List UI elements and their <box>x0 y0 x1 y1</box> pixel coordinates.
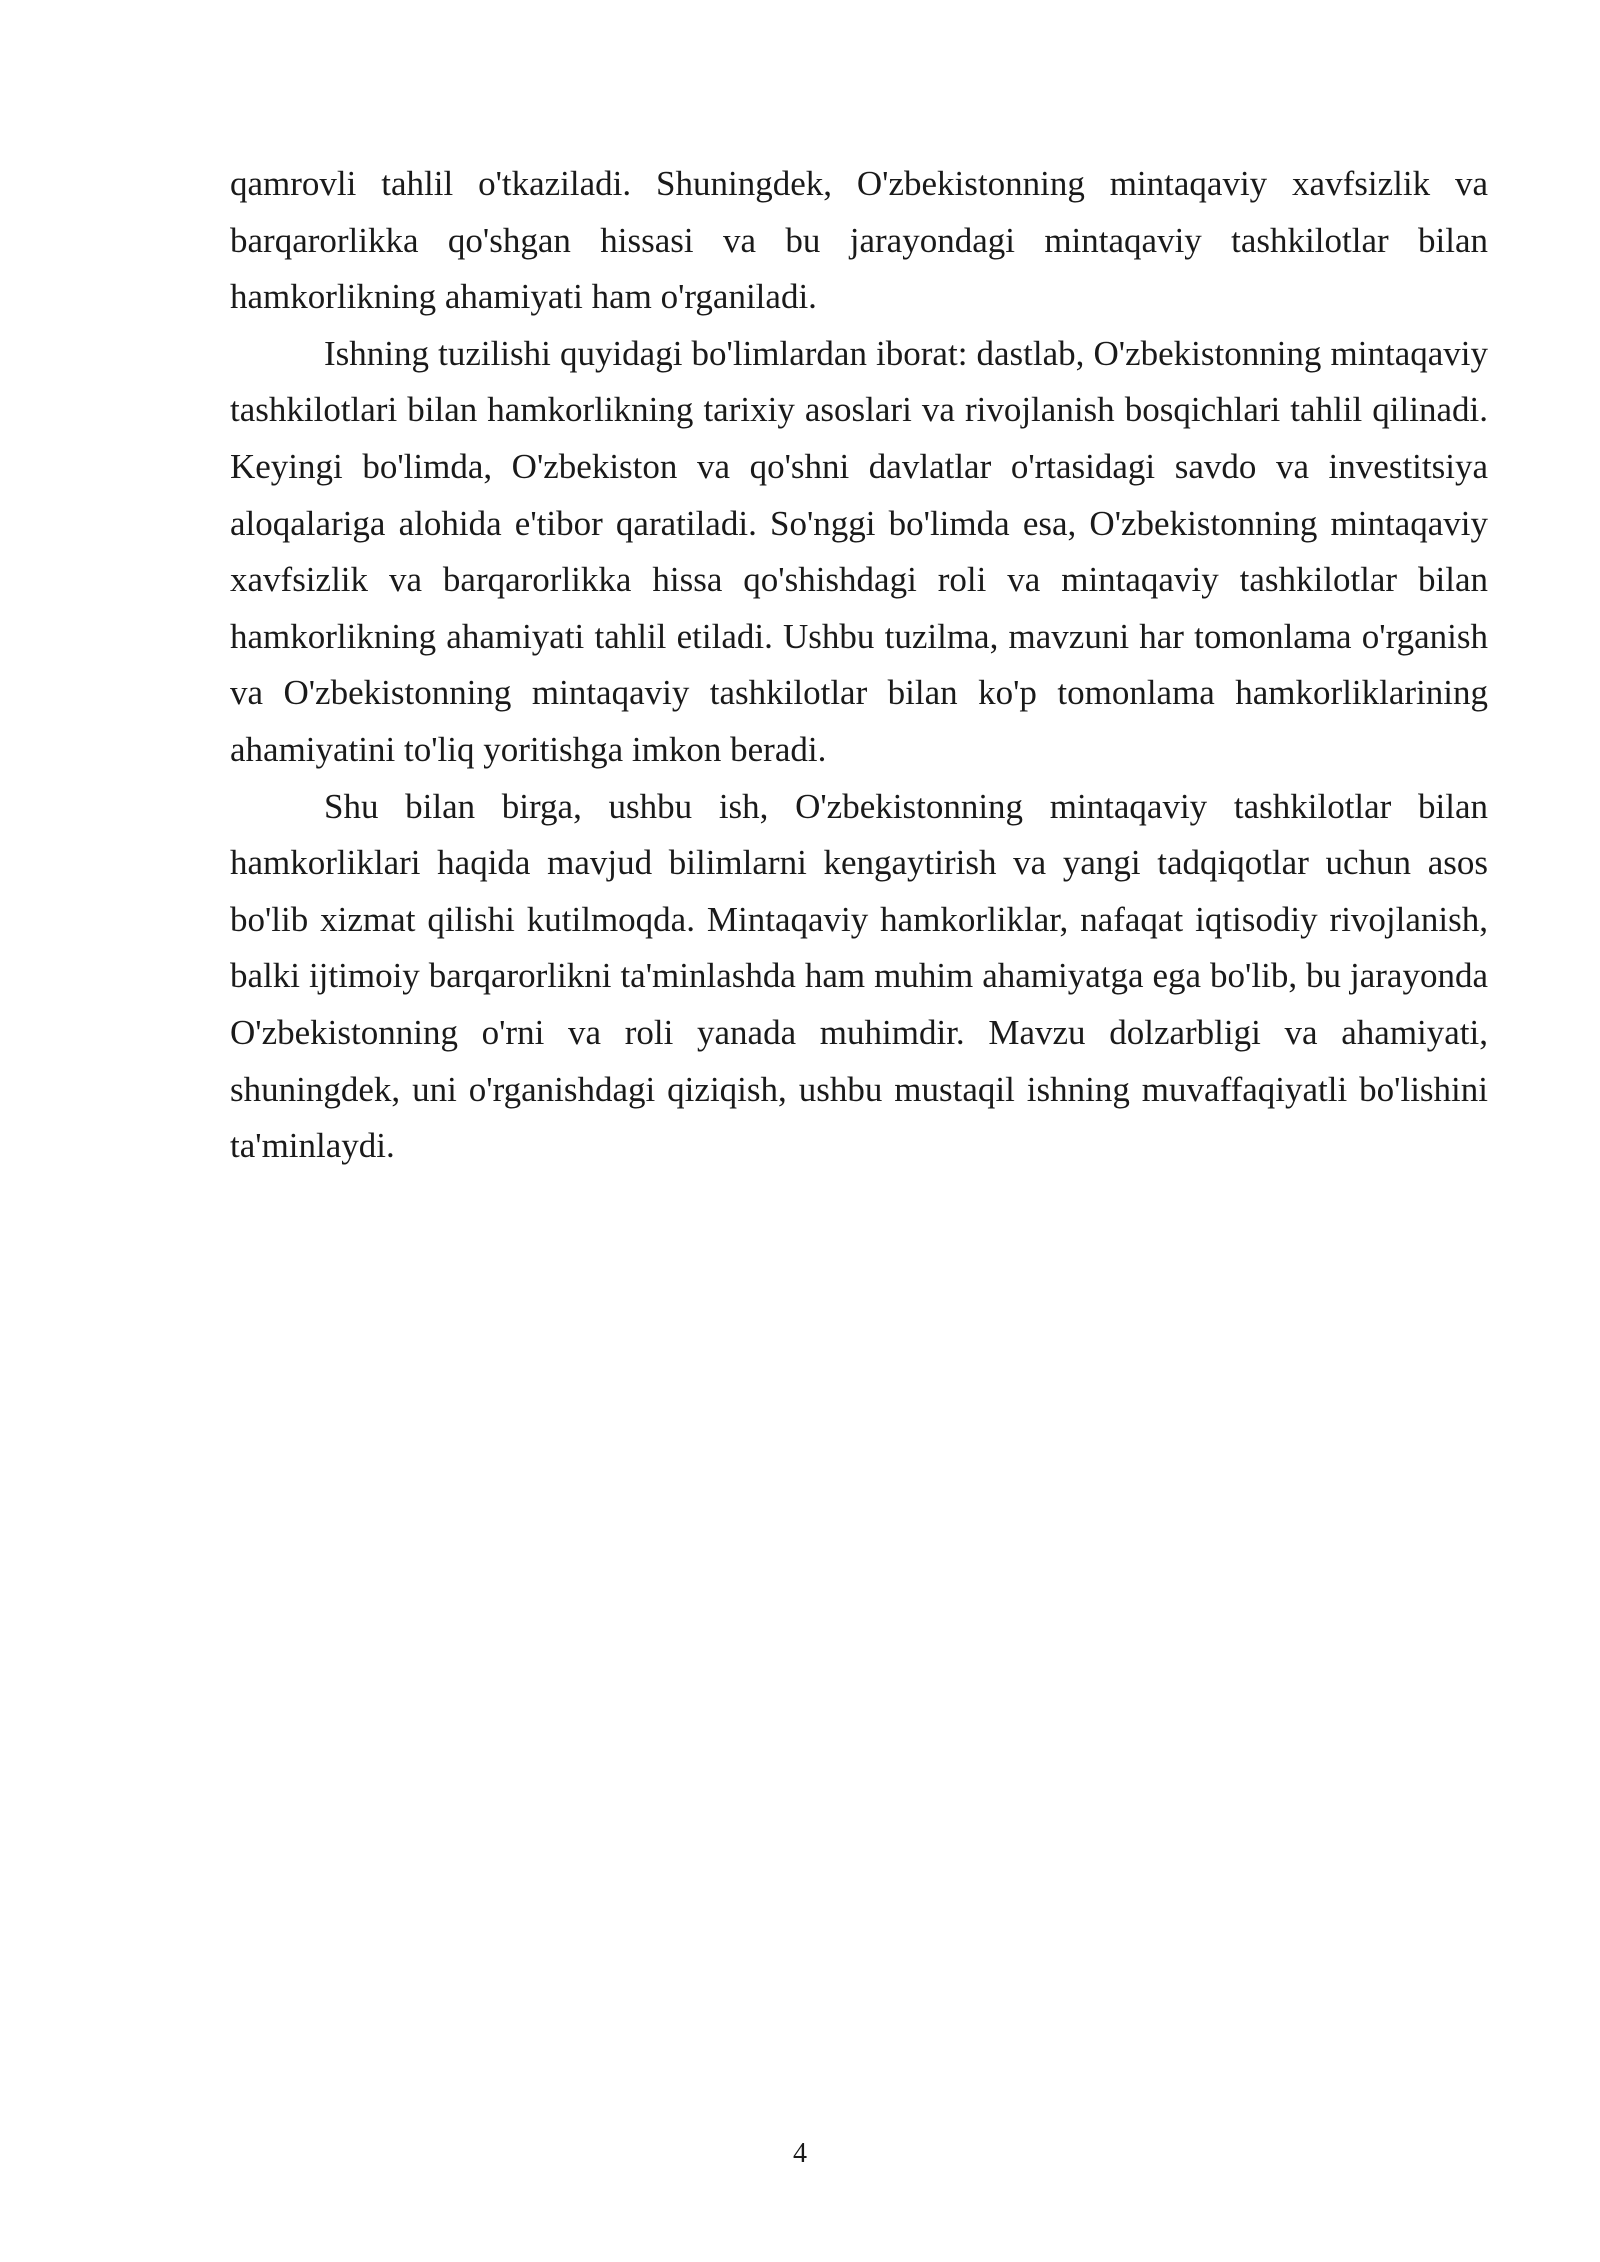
paragraph-structure: Ishning tuzilishi quyidagi bo'limlardan iborat: dastlab, O'zbekistonning mintaqaviy tashkilotlari bilan hamkorlikning tarixiy asoslari va rivojlanish bosqichlari tahlil qilinadi. Keyingi bo'limda, O'zbekiston va qo'shni davlatlar o'rtasidagi savdo va investitsiya aloqalariga alohida e'tibor qaratiladi. So'nggi bo'limda esa, O'zbekistonning mintaqaviy xavfsizlik va barqarorlikka hissa qo'shishdagi roli va mintaqaviy tashkilotlar bilan hamkorlikning ahamiyati tahlil etiladi. Ushbu tuzilma, mavzuni har tomonlama o'rganish va O'zbekistonning mintaqaviy tashkilotlar bilan ko'p tomonlama hamkorliklarining ahamiyatini to'liq yoritishga imkon beradi. <box>230 333 1488 769</box>
page-number: 4 <box>793 2138 807 2169</box>
body-text <box>230 156 1488 1175</box>
paragraph-continuation: qamrovli tahlil o'tkaziladi. Shuningdek, O'zbekistonning mintaqaviy xavfsizlik va barqarorlikka qo'shgan hissasi va bu jarayondagi mintaqaviy tashkilotlar bilan hamkorlikning ahamiyati ham o'rganiladi. <box>230 164 1488 317</box>
paragraph-conclusion: Shu bilan birga, ushbu ish, O'zbekistonning mintaqaviy tashkilotlar bilan hamkorliklari haqida mavjud bilimlarni kengaytirish va yangi tadqiqotlar uchun asos bo'lib xizmat qilishi kutilmoqda. Mintaqaviy hamkorliklar, nafaqat iqtisodiy rivojlanish, balki ijtimoiy barqarorlikni ta'minlashda ham muhim ahamiyatga ega bo'lib, bu jarayonda O'zbekistonning o'rni va roli yanada muhimdir. Mavzu dolzarbligi va ahamiyati, shuningdek, uni o'rganishdagi qiziqish, ushbu mustaqil ishning muvaffaqiyatli bo'lishini ta'minlaydi. <box>230 786 1488 1166</box>
